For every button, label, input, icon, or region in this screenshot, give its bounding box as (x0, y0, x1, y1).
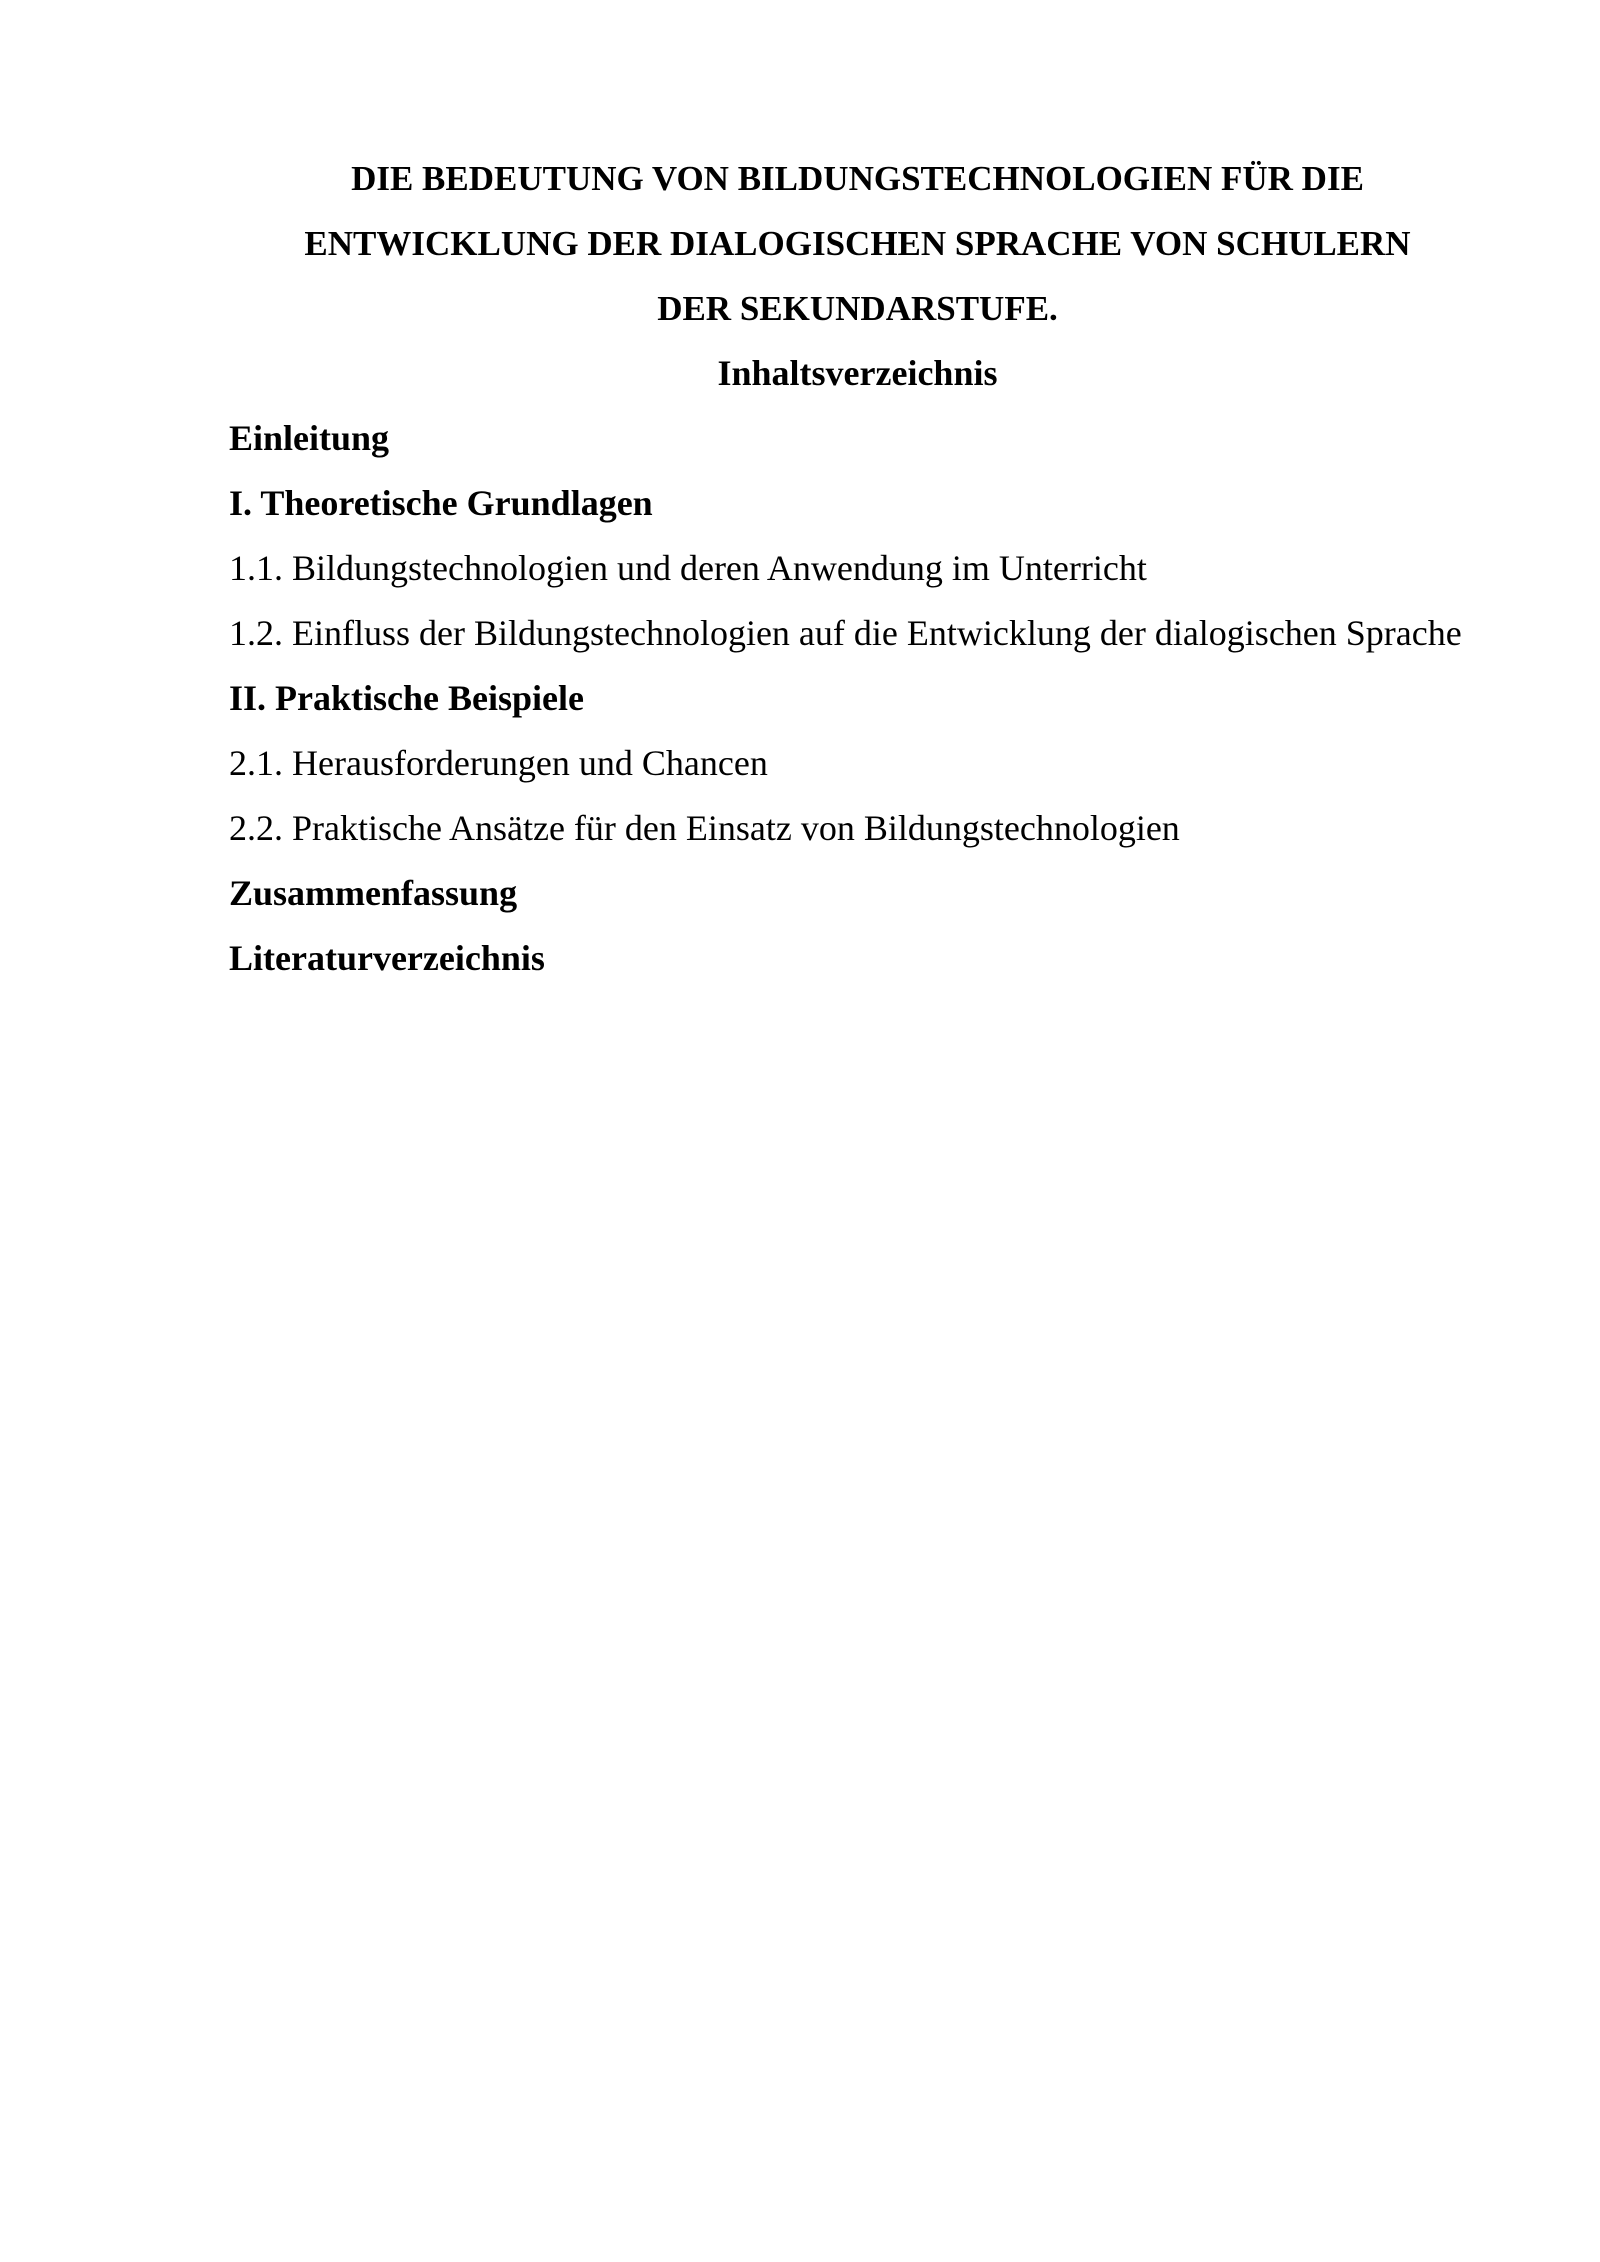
title-line-1: DIE BEDEUTUNG VON BILDUNGSTECHNOLOGIEN FÜR DIE (351, 159, 1364, 198)
toc-heading: Inhaltsverzeichnis (717, 353, 998, 393)
title-line-3: DER SEKUNDARSTUFE. (657, 289, 1058, 328)
toc-item-zusammenfassung: Zusammenfassung (229, 873, 518, 913)
toc-item-section-2-1: 2.1. Herausforderungen und Chancen (229, 743, 768, 783)
toc-item-section-2-2: 2.2. Praktische Ansätze für den Einsatz von Bildungstechnologien (229, 808, 1180, 848)
toc-item-section-1-2: 1.2. Einfluss der Bildungstechnologien auf die Entwicklung der dialogischen Sprache (229, 613, 1462, 653)
toc-item-literaturverzeichnis: Literaturverzeichnis (229, 938, 545, 978)
toc-item-chapter-1: I. Theoretische Grundlagen (229, 483, 653, 523)
toc-item-section-1-1: 1.1. Bildungstechnologien und deren Anwendung im Unterricht (229, 548, 1147, 588)
toc-item-chapter-2: II. Praktische Beispiele (229, 678, 584, 718)
title-line-2: ENTWICKLUNG DER DIALOGISCHEN SPRACHE VON SCHULERN (304, 224, 1411, 263)
toc-item-einleitung: Einleitung (229, 418, 390, 458)
document-content (229, 146, 1486, 991)
